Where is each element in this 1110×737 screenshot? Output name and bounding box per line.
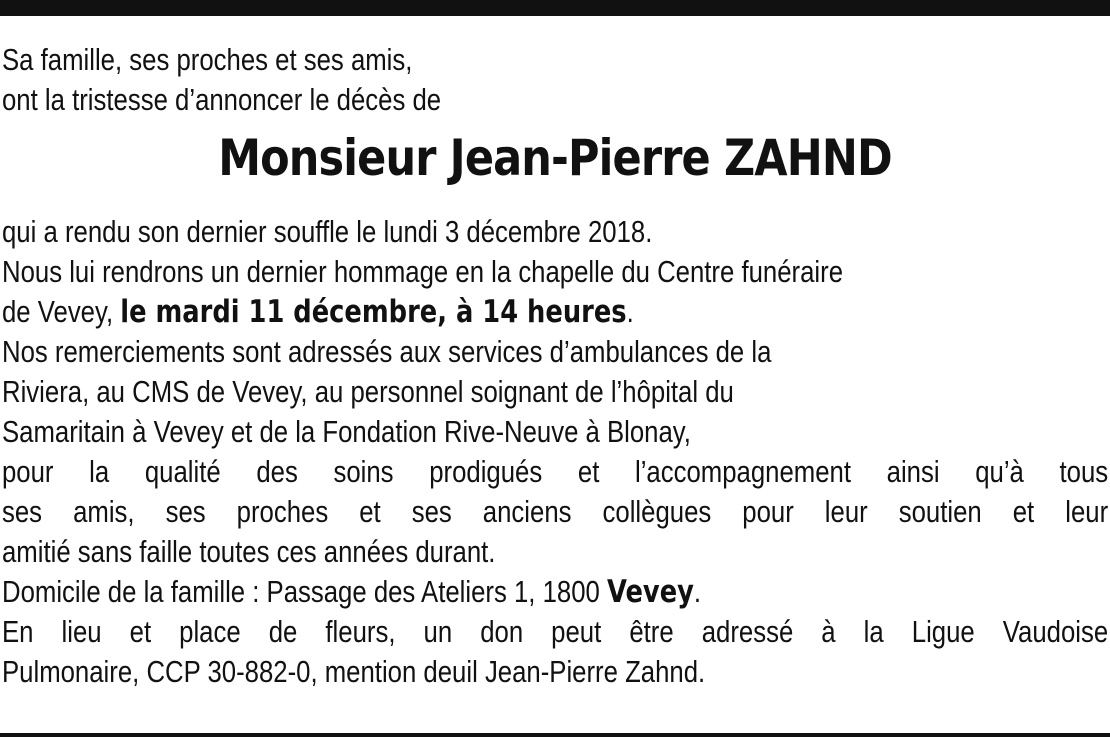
donation-line: En lieu et place de fleurs, un don peut être adressé à la Ligue Vaudoise bbox=[2, 614, 1109, 649]
thanks-line: amitié sans faille toutes ces années durant. bbox=[2, 534, 496, 569]
bottom-rule bbox=[0, 733, 1110, 737]
intro-line: Sa famille, ses proches et ses amis, bbox=[2, 42, 413, 77]
thanks-line: Nos remerciements sont adressés aux services d’ambulances de la bbox=[2, 334, 772, 369]
ceremony-line bbox=[2, 292, 1108, 332]
domicile-address: Domicile de la famille : Passage des Ateliers 1, 1800 bbox=[2, 574, 607, 609]
obituary-notice bbox=[2, 40, 1108, 692]
ceremony-date: le mardi 11 décembre, à 14 heures bbox=[120, 294, 627, 330]
ceremony-line: Nous lui rendrons un dernier hommage en la chapelle du Centre funéraire bbox=[2, 254, 844, 289]
passing-line: qui a rendu son dernier souffle le lundi 3 décembre 2018. bbox=[2, 214, 653, 249]
thanks-line: Samaritain à Vevey et de la Fondation Rive-Neuve à Blonay, bbox=[2, 414, 691, 449]
deceased-name: Monsieur Jean-Pierre ZAHND bbox=[218, 129, 892, 187]
ceremony-period: . bbox=[626, 294, 634, 329]
ceremony-place: de Vevey, bbox=[2, 294, 121, 329]
thanks-line: pour la qualité des soins prodigués et l’accompagnement ainsi qu’à tous bbox=[2, 454, 1109, 489]
domicile-period: . bbox=[693, 574, 702, 609]
thanks-line: ses amis, ses proches et ses anciens collègues pour leur soutien et leur bbox=[2, 494, 1109, 529]
donation-line: Pulmonaire, CCP 30-882-0, mention deuil Jean-Pierre Zahnd. bbox=[2, 654, 706, 689]
domicile-line bbox=[2, 572, 1108, 612]
domicile-city: Vevey bbox=[606, 574, 694, 610]
top-rule bbox=[0, 0, 1110, 16]
intro-line: ont la tristesse d’annoncer le décès de bbox=[2, 82, 442, 117]
thanks-line: Riviera, au CMS de Vevey, au personnel soignant de l’hôpital du bbox=[2, 374, 734, 409]
